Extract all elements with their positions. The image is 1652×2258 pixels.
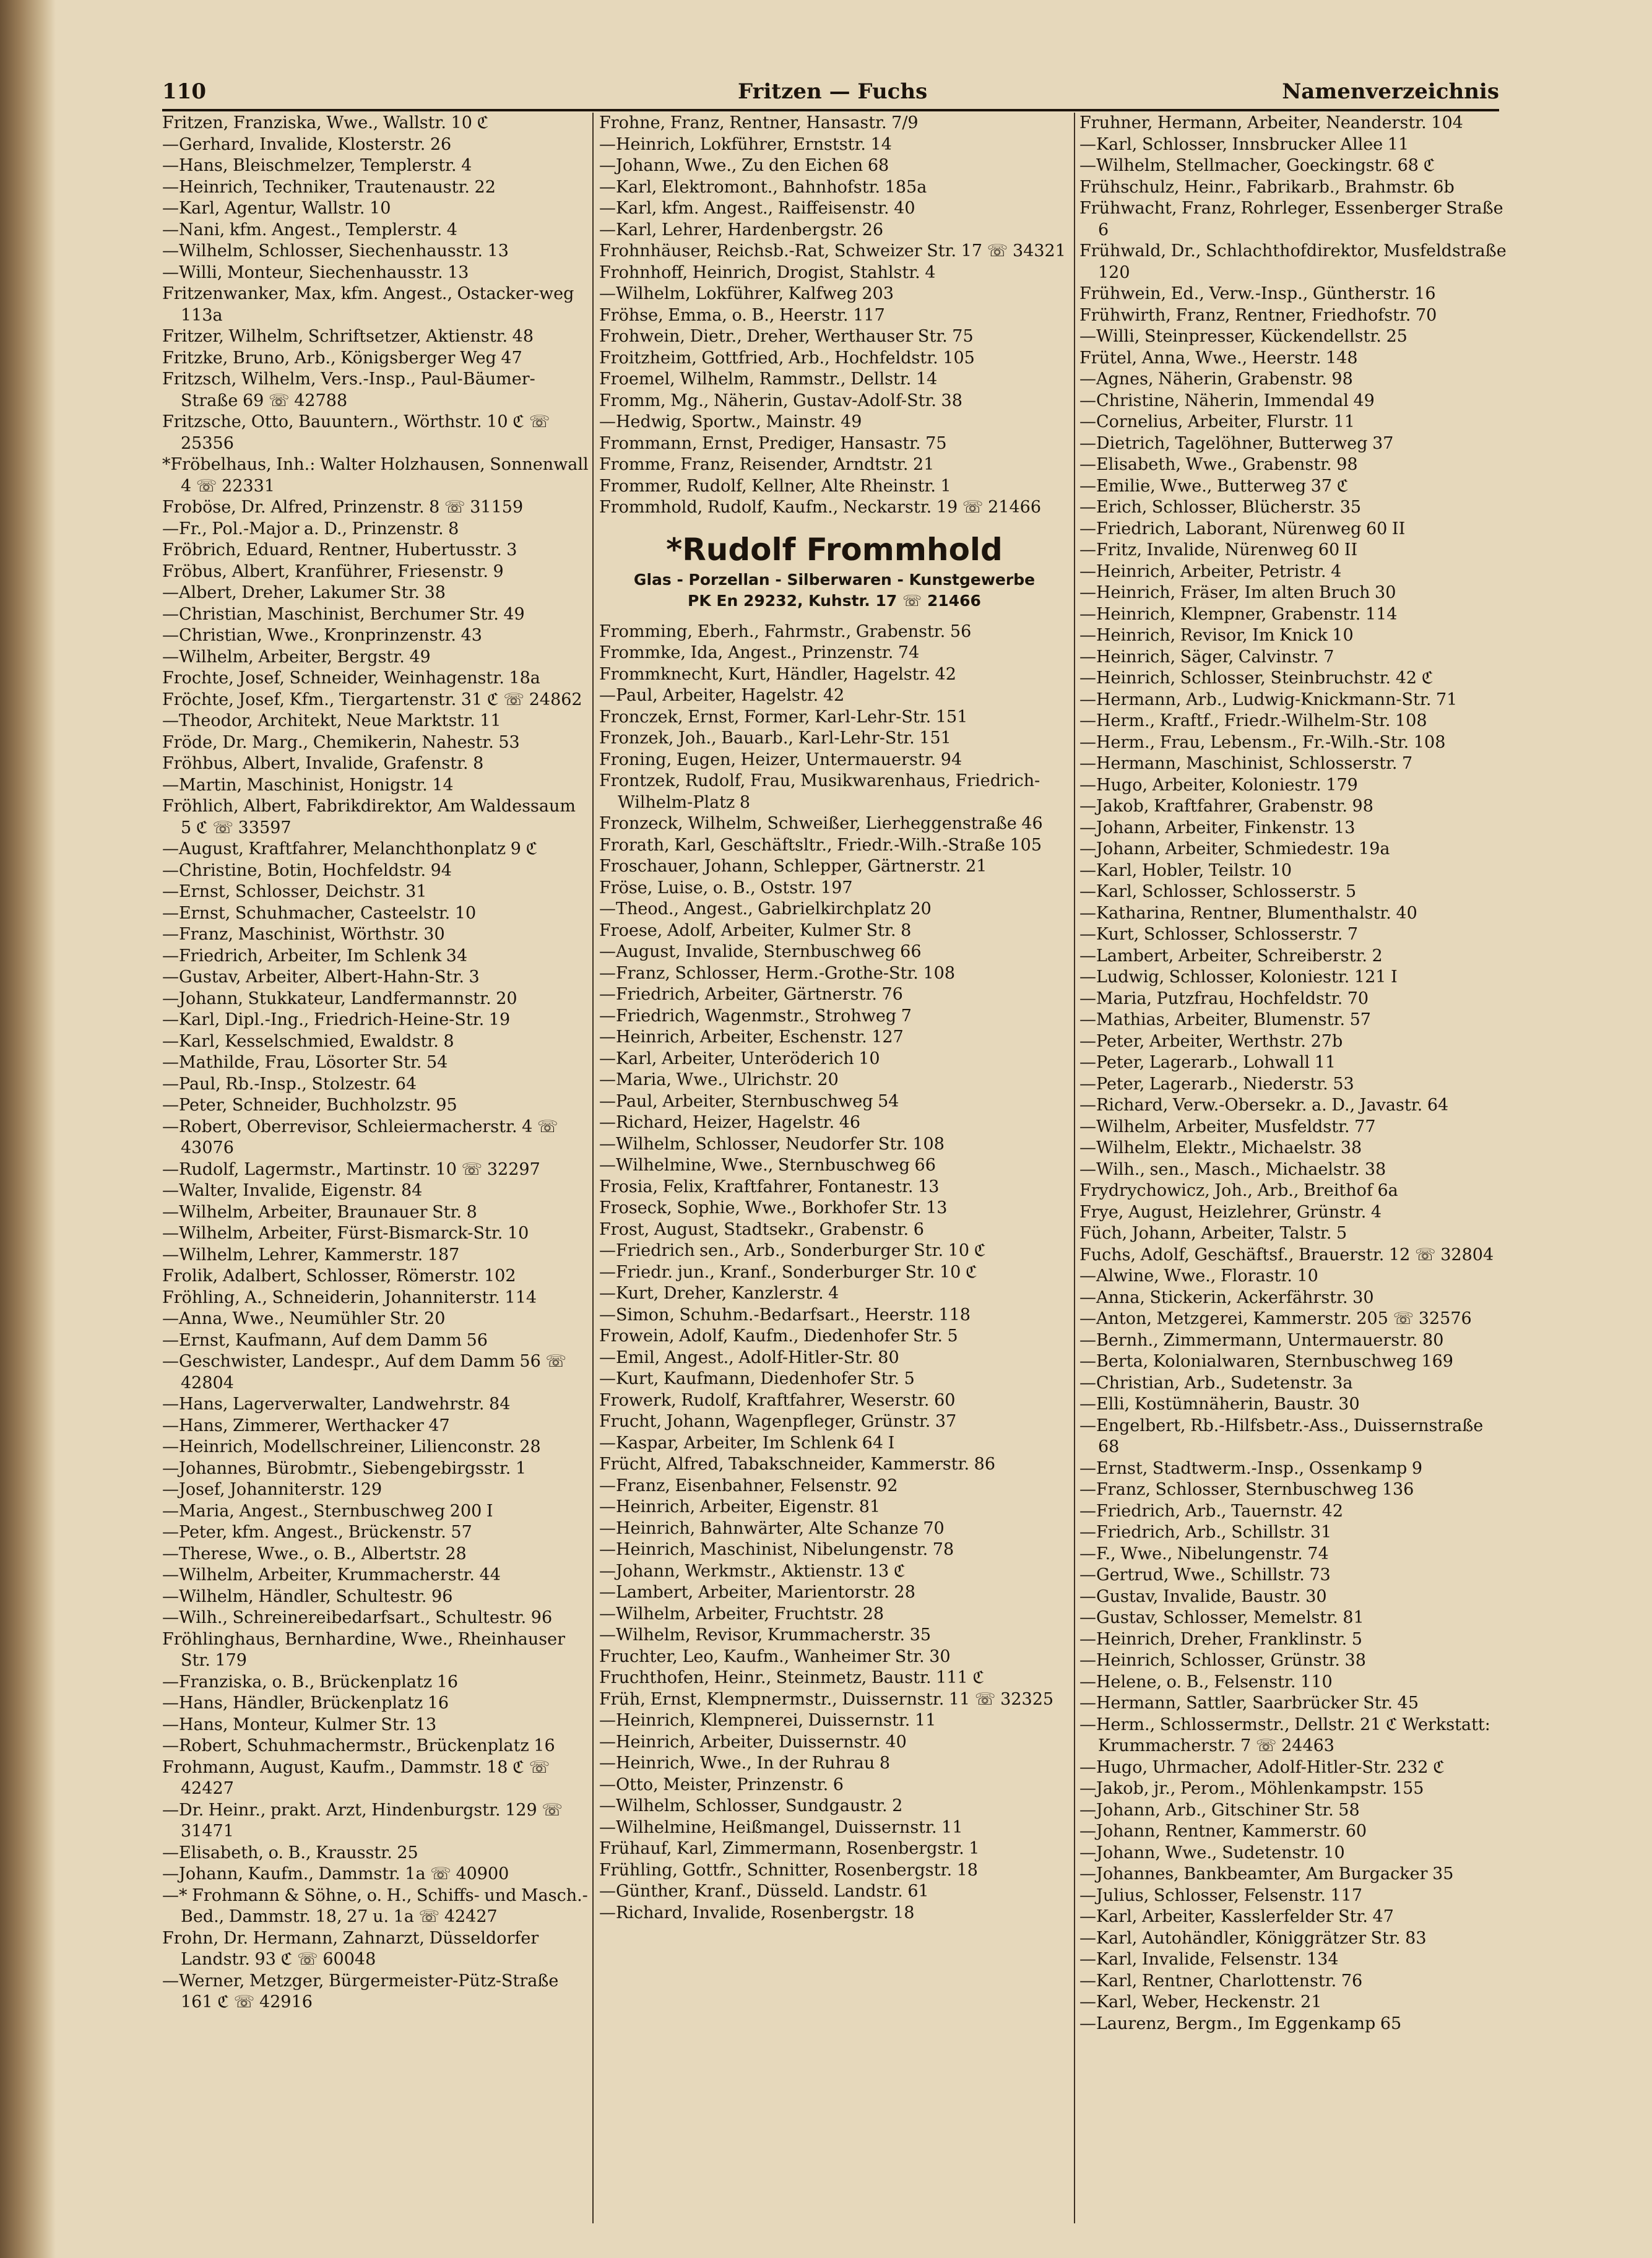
directory-entry: —Friedrich, Arb., Schillstr. 31 xyxy=(1079,1523,1332,1542)
directory-entry: Fronzeck, Wilhelm, Schweißer, Lierheggenstraße 46 xyxy=(599,814,1043,833)
directory-entry: Frommknecht, Kurt, Händler, Hagelstr. 42 xyxy=(599,664,956,684)
directory-entry: Frommke, Ida, Angest., Prinzenstr. 74 xyxy=(599,643,920,662)
directory-entry: —Wilhelm, Arbeiter, Krummacherstr. 44 xyxy=(162,1565,501,1585)
directory-entry: —Wilhelm, Stellmacher, Goeckingstr. 68 ℭ xyxy=(1079,156,1435,175)
directory-entry: —Karl, Weber, Heckenstr. 21 xyxy=(1079,1992,1322,2012)
directory-entry: —* Frohmann & Söhne, o. H., Schiffs- und Masch.-Bed., Dammstr. 18, 27 u. 1a ☏ 42427 xyxy=(162,1885,588,1926)
directory-entry: Fruchthofen, Heinr., Steinmetz, Baustr. 111 ℭ xyxy=(599,1668,985,1687)
directory-entry: —Lambert, Arbeiter, Schreiberstr. 2 xyxy=(1079,946,1383,966)
directory-entry: —Wilhelm, Arbeiter, Fruchtstr. 28 xyxy=(599,1604,884,1624)
directory-entry: —Bernh., Zimmermann, Untermauerstr. 80 xyxy=(1079,1330,1444,1350)
directory-entry: —Heinrich, Arbeiter, Eigenstr. 81 xyxy=(599,1497,881,1516)
directory-entry: Frochte, Josef, Schneider, Weinhagenstr. 18a xyxy=(162,668,540,688)
book-spine-shadow xyxy=(0,0,56,2258)
name-range: Fritzen — Fuchs xyxy=(738,79,928,104)
directory-entry: Froböse, Dr. Alfred, Prinzenstr. 8 ☏ 31159 xyxy=(162,498,524,517)
directory-entry: —Christian, Maschinist, Berchumer Str. 49 xyxy=(162,604,525,624)
directory-entry: Frühling, Gottfr., Schnitter, Rosenbergstr. 18 xyxy=(599,1860,978,1880)
directory-entry: —Jakob, jr., Perom., Möhlenkampstr. 155 xyxy=(1079,1779,1424,1798)
directory-entry: Fromm, Mg., Näherin, Gustav-Adolf-Str. 38 xyxy=(599,391,962,410)
directory-entry: *Fröbelhaus, Inh.: Walter Holzhausen, Sonnenwall 4 ☏ 22331 xyxy=(162,455,589,496)
directory-entry: —Gertrud, Wwe., Schillstr. 73 xyxy=(1079,1565,1331,1585)
directory-entry: —Hans, Zimmerer, Werthacker 47 xyxy=(162,1416,450,1435)
directory-entry: —Wilhelm, Arbeiter, Musfeldstr. 77 xyxy=(1079,1117,1376,1136)
directory-entry: —Heinrich, Säger, Calvinstr. 7 xyxy=(1079,647,1334,667)
directory-entry: —Ernst, Schlosser, Deichstr. 31 xyxy=(162,882,427,901)
directory-entry: Fritzsch, Wilhelm, Vers.-Insp., Paul-Bäumer-Straße 69 ☏ 42788 xyxy=(162,370,535,410)
directory-entry: Frowerk, Rudolf, Kraftfahrer, Weserstr. 60 xyxy=(599,1390,956,1410)
directory-entry: Froese, Adolf, Arbeiter, Kulmer Str. 8 xyxy=(599,920,912,940)
directory-entry: Frohn, Dr. Hermann, Zahnarzt, Düsseldorfer Landstr. 93 ℭ ☏ 60048 xyxy=(162,1928,539,1969)
directory-entry: Frütel, Anna, Wwe., Heerstr. 148 xyxy=(1079,348,1358,368)
directory-entry: Frühschulz, Heinr., Fabrikarb., Brahmstr. 6b xyxy=(1079,177,1455,197)
directory-entry: —Alwine, Wwe., Florastr. 10 xyxy=(1079,1266,1318,1286)
directory-entry: —August, Kraftfahrer, Melanchthonplatz 9 ℭ xyxy=(162,839,538,859)
directory-entry: —Christian, Wwe., Kronprinzenstr. 43 xyxy=(162,626,482,645)
directory-entry: —Hans, Monteur, Kulmer Str. 13 xyxy=(162,1715,437,1734)
directory-entry: —Cornelius, Arbeiter, Flurstr. 11 xyxy=(1079,412,1355,431)
directory-entry: —Richard, Verw.-Obersekr. a. D., Javastr. 64 xyxy=(1079,1096,1449,1115)
directory-entry: —Ernst, Schuhmacher, Casteelstr. 10 xyxy=(162,903,477,923)
directory-entry: Fritzenwanker, Max, kfm. Angest., Ostacker-weg 113a xyxy=(162,284,574,325)
directory-entry: —Berta, Kolonialwaren, Sternbuschweg 169 xyxy=(1079,1352,1453,1371)
directory-entry: —Anna, Stickerin, Ackerfährstr. 30 xyxy=(1079,1287,1374,1307)
directory-entry: —Elisabeth, o. B., Krausstr. 25 xyxy=(162,1843,418,1862)
directory-entry: —Theodor, Architekt, Neue Marktstr. 11 xyxy=(162,711,501,730)
directory-entry: —Karl, Arbeiter, Unteröderich 10 xyxy=(599,1049,880,1068)
directory-entry: —Karl, Elektromont., Bahnhofstr. 185a xyxy=(599,177,927,197)
advertisement-box xyxy=(599,530,1070,612)
directory-entry: —Peter, Arbeiter, Werthstr. 27b xyxy=(1079,1031,1343,1051)
directory-entry: —Hugo, Arbeiter, Koloniestr. 179 xyxy=(1079,775,1358,795)
directory-entry: —Anton, Metzgerei, Kammerstr. 205 ☏ 32576 xyxy=(1079,1309,1472,1328)
directory-entry: —Helene, o. B., Felsenstr. 110 xyxy=(1079,1672,1333,1692)
directory-entry: —Heinrich, Arbeiter, Duissernstr. 40 xyxy=(599,1732,907,1752)
directory-entry: —Mathilde, Frau, Lösorter Str. 54 xyxy=(162,1053,448,1072)
directory-entry: Frühwirth, Franz, Rentner, Friedhofstr. 70 xyxy=(1079,305,1437,325)
directory-entry: Frydrychowicz, Joh., Arb., Breithof 6a xyxy=(1079,1181,1398,1200)
directory-entry: Fröhlich, Albert, Fabrikdirektor, Am Waldessaum 5 ℭ ☏ 33597 xyxy=(162,797,576,837)
directory-entry: —Heinrich, Klempnerei, Duissernstr. 11 xyxy=(599,1711,936,1730)
directory-entry: —Maria, Angest., Sternbuschweg 200 I xyxy=(162,1501,493,1521)
section-title: Namenverzeichnis xyxy=(1282,79,1499,104)
directory-entry: —Johann, Rentner, Kammerstr. 60 xyxy=(1079,1822,1367,1841)
directory-entry: Fritzer, Wilhelm, Schriftsetzer, Aktienstr. 48 xyxy=(162,327,534,346)
directory-entry: Frucht, Johann, Wagenpfleger, Grünstr. 37 xyxy=(599,1412,957,1431)
directory-entry: —Hermann, Maschinist, Schlosserstr. 7 xyxy=(1079,754,1413,773)
directory-entry: —Nani, kfm. Angest., Templerstr. 4 xyxy=(162,220,457,240)
directory-entry: Fruhner, Hermann, Arbeiter, Neanderstr. 104 xyxy=(1079,113,1463,132)
directory-entry: Fronzek, Joh., Bauarb., Karl-Lehr-Str. 151 xyxy=(599,729,951,748)
directory-entry: —Rudolf, Lagermstr., Martinstr. 10 ☏ 32297 xyxy=(162,1159,540,1179)
column-divider xyxy=(1074,113,1075,2223)
directory-entry: —Karl, kfm. Angest., Raiffeisenstr. 40 xyxy=(599,199,915,218)
directory-entry: Fröhbus, Albert, Invalide, Grafenstr. 8 xyxy=(162,754,484,773)
directory-entry: —Wilhelm, Händler, Schultestr. 96 xyxy=(162,1586,453,1606)
directory-entry: —Wilhelmine, Wwe., Sternbuschweg 66 xyxy=(599,1156,936,1175)
column-1 xyxy=(162,113,589,2230)
directory-entry: —Engelbert, Rb.-Hilfsbetr.-Ass., Duissernstraße 68 xyxy=(1079,1416,1484,1456)
directory-entry: Frühwald, Dr., Schlachthofdirektor, Musfeldstraße 120 xyxy=(1079,241,1507,282)
directory-entry: —Herm., Kraftf., Friedr.-Wilhelm-Str. 108 xyxy=(1079,711,1427,730)
directory-entry: Frost, August, Stadtsekr., Grabenstr. 6 xyxy=(599,1219,924,1239)
directory-entry: Frohne, Franz, Rentner, Hansastr. 7/9 xyxy=(599,113,919,132)
directory-entry: —Peter, Schneider, Buchholzstr. 95 xyxy=(162,1096,457,1115)
directory-entry: —Herm., Schlossermstr., Dellstr. 21 ℭ Werkstatt: Krummacherstr. 7 ☏ 24463 xyxy=(1079,1715,1490,1755)
directory-entry: Fröhlinghaus, Bernhardine, Wwe., Rheinhauser Str. 179 xyxy=(162,1629,566,1670)
directory-entry: —Emilie, Wwe., Butterweg 37 ℭ xyxy=(1079,476,1349,496)
column-3 xyxy=(1079,113,1507,2230)
directory-entry: Fuchs, Adolf, Geschäftsf., Brauerstr. 12 ☏ 32804 xyxy=(1079,1245,1494,1265)
directory-entry: —Albert, Dreher, Lakumer Str. 38 xyxy=(162,583,446,602)
directory-entry: —Wilh., sen., Masch., Michaelstr. 38 xyxy=(1079,1159,1386,1179)
directory-entry: —Elli, Kostümnäherin, Baustr. 30 xyxy=(1079,1395,1360,1414)
directory-entry: Fritzke, Bruno, Arb., Königsberger Weg 47 xyxy=(162,348,522,368)
directory-entry: —Katharina, Rentner, Blumenthalstr. 40 xyxy=(1079,903,1417,923)
directory-entry: —Kurt, Kaufmann, Diedenhofer Str. 5 xyxy=(599,1369,915,1388)
directory-entry: —Franz, Schlosser, Herm.-Grothe-Str. 108 xyxy=(599,963,956,983)
directory-entry: —Karl, Lehrer, Hardenbergstr. 26 xyxy=(599,220,884,240)
directory-entry: —Johann, Wwe., Zu den Eichen 68 xyxy=(599,156,889,175)
directory-entry: —Friedrich sen., Arb., Sonderburger Str. 10 ℭ xyxy=(599,1241,986,1260)
directory-entry: —Theod., Angest., Gabrielkirchplatz 20 xyxy=(599,899,932,919)
directory-entry: —Fritz, Invalide, Nürenweg 60 II xyxy=(1079,540,1358,560)
directory-entry: —Friedrich, Laborant, Nürenweg 60 II xyxy=(1079,519,1406,539)
directory-entry: Fröbrich, Eduard, Rentner, Hubertusstr. 3 xyxy=(162,540,517,560)
directory-entry: —Simon, Schuhm.-Bedarfsart., Heerstr. 118 xyxy=(599,1305,971,1325)
directory-entry: —Wilhelmine, Heißmangel, Duissernstr. 11 xyxy=(599,1817,963,1837)
directory-entry: Füch, Johann, Arbeiter, Talstr. 5 xyxy=(1079,1224,1347,1243)
directory-entry: —Karl, Dipl.-Ing., Friedrich-Heine-Str. 19 xyxy=(162,1010,511,1029)
directory-entry: —Kaspar, Arbeiter, Im Schlenk 64 I xyxy=(599,1433,895,1453)
directory-entry: Frommhold, Rudolf, Kaufm., Neckarstr. 19 ☏ 21466 xyxy=(599,498,1041,517)
directory-entry: —Gerhard, Invalide, Klosterstr. 26 xyxy=(162,134,452,154)
directory-entry: —Günther, Kranf., Düsseld. Landstr. 61 xyxy=(599,1882,929,1901)
directory-entry: Frohnhoff, Heinrich, Drogist, Stahlstr. 4 xyxy=(599,262,936,282)
directory-entry: —Friedrich, Arbeiter, Im Schlenk 34 xyxy=(162,946,468,966)
directory-entry: —Ernst, Stadtwerm.-Insp., Ossenkamp 9 xyxy=(1079,1458,1423,1478)
directory-entry: Fruchter, Leo, Kaufm., Wanheimer Str. 30 xyxy=(599,1646,951,1666)
directory-entry: —Heinrich, Fräser, Im alten Bruch 30 xyxy=(1079,583,1396,602)
directory-entry: Froemel, Wilhelm, Rammstr., Dellstr. 14 xyxy=(599,370,938,389)
directory-entry: Fröde, Dr. Marg., Chemikerin, Nahestr. 53 xyxy=(162,732,520,752)
directory-entry: Froschauer, Johann, Schlepper, Gärtnerstr. 21 xyxy=(599,857,987,876)
directory-entry: —Jakob, Kraftfahrer, Grabenstr. 98 xyxy=(1079,797,1373,816)
directory-entry: —Heinrich, Bahnwärter, Alte Schanze 70 xyxy=(599,1518,945,1538)
directory-entry: —Otto, Meister, Prinzenstr. 6 xyxy=(599,1775,844,1794)
directory-entry: —Heinrich, Lokführer, Ernststr. 14 xyxy=(599,134,892,154)
directory-entry: —Heinrich, Schlosser, Steinbruchstr. 42 ℭ xyxy=(1079,668,1434,688)
directory-entry: —Karl, Invalide, Felsenstr. 134 xyxy=(1079,1950,1339,1969)
ad-description: Glas - Porzellan - Silberwaren - Kunstgewerbe xyxy=(633,570,1036,589)
directory-entry: Froning, Eugen, Heizer, Untermauerstr. 94 xyxy=(599,750,962,769)
directory-entry: —Johann, Kaufm., Dammstr. 1a ☏ 40900 xyxy=(162,1864,509,1884)
directory-entry: —Christine, Näherin, Immendal 49 xyxy=(1079,391,1375,410)
directory-entry: —Heinrich, Arbeiter, Eschenstr. 127 xyxy=(599,1027,904,1047)
directory-entry: —Paul, Arbeiter, Sternbuschweg 54 xyxy=(599,1091,899,1111)
directory-entry: —Peter, Lagerarb., Lohwall 11 xyxy=(1079,1053,1336,1072)
directory-entry: —Johann, Stukkateur, Landfermannstr. 20 xyxy=(162,988,517,1008)
directory-entry: Frohwein, Dietr., Dreher, Werthauser Str. 75 xyxy=(599,327,974,346)
directory-entry: —Ernst, Kaufmann, Auf dem Damm 56 xyxy=(162,1330,488,1350)
directory-entry: Fröhse, Emma, o. B., Heerstr. 117 xyxy=(599,305,885,325)
directory-entry: Frücht, Alfred, Tabakschneider, Kammerstr. 86 xyxy=(599,1455,996,1474)
directory-entry: —August, Invalide, Sternbuschweg 66 xyxy=(599,942,922,961)
directory-entry: —Robert, Schuhmachermstr., Brückenplatz 16 xyxy=(162,1736,555,1755)
directory-entry: —Friedrich, Arbeiter, Gärtnerstr. 76 xyxy=(599,985,903,1004)
directory-entry: Frontzek, Rudolf, Frau, Musikwarenhaus, Friedrich-Wilhelm-Platz 8 xyxy=(599,771,1040,812)
directory-entry: Frohnhäuser, Reichsb.-Rat, Schweizer Str. 17 ☏ 34321 xyxy=(599,241,1066,261)
directory-entry: —Walter, Invalide, Eigenstr. 84 xyxy=(162,1181,423,1200)
directory-entry: —Peter, kfm. Angest., Brückenstr. 57 xyxy=(162,1523,472,1542)
directory-entry: —Therese, Wwe., o. B., Albertstr. 28 xyxy=(162,1544,467,1564)
directory-entry: —Josef, Johanniterstr. 129 xyxy=(162,1480,383,1499)
directory-entry: —Lambert, Arbeiter, Marientorstr. 28 xyxy=(599,1583,915,1602)
directory-entry: —Maria, Putzfrau, Hochfeldstr. 70 xyxy=(1079,988,1369,1008)
directory-entry: —Dr. Heinr., prakt. Arzt, Hindenburgstr. 129 ☏ 31471 xyxy=(162,1800,563,1841)
directory-entry: —Hans, Händler, Brückenplatz 16 xyxy=(162,1694,449,1713)
directory-entry: —Willi, Monteur, Siechenhausstr. 13 xyxy=(162,262,469,282)
directory-entry: —Richard, Heizer, Hagelstr. 46 xyxy=(599,1113,861,1132)
directory-entry: —Maria, Wwe., Ulrichstr. 20 xyxy=(599,1070,839,1089)
directory-entry: —Johannes, Bankbeamter, Am Burgacker 35 xyxy=(1079,1864,1454,1884)
directory-entry: Frosia, Felix, Kraftfahrer, Fontanestr. 13 xyxy=(599,1177,940,1196)
directory-entry: Fröhling, A., Schneiderin, Johanniterstr. 114 xyxy=(162,1287,537,1307)
directory-entry: —Christine, Botin, Hochfeldstr. 94 xyxy=(162,860,452,880)
directory-entry: —Johann, Arbeiter, Schmiedestr. 19a xyxy=(1079,839,1390,859)
directory-entry: —Karl, Schlosser, Schlosserstr. 5 xyxy=(1079,882,1357,901)
directory-entry: —Friedr. jun., Kranf., Sonderburger Str. 10 ℭ xyxy=(599,1262,977,1282)
directory-entry: —Willi, Steinpresser, Kückendellstr. 25 xyxy=(1079,327,1408,346)
directory-entry: —Heinrich, Modellschreiner, Lilienconstr. 28 xyxy=(162,1437,541,1456)
directory-entry: —Karl, Hobler, Teilstr. 10 xyxy=(1079,860,1292,880)
directory-entry: —Johann, Wwe., Sudetenstr. 10 xyxy=(1079,1843,1345,1862)
directory-entry: —Hans, Bleischmelzer, Templerstr. 4 xyxy=(162,156,472,175)
directory-entry: —Wilhelm, Schlosser, Sundgaustr. 2 xyxy=(599,1796,903,1815)
directory-entry: —Friedrich, Wagenmstr., Strohweg 7 xyxy=(599,1006,912,1026)
directory-entry: —Karl, Kesselschmied, Ewaldstr. 8 xyxy=(162,1031,454,1051)
page-header xyxy=(162,79,1499,111)
column-2-entries-bottom xyxy=(599,621,1070,1924)
directory-entry: —Mathias, Arbeiter, Blumenstr. 57 xyxy=(1079,1010,1371,1029)
column-divider xyxy=(592,113,594,2223)
directory-entry: Frommann, Ernst, Prediger, Hansastr. 75 xyxy=(599,433,947,453)
directory-entry: —Karl, Schlosser, Innsbrucker Allee 11 xyxy=(1079,134,1409,154)
directory-entry: —Laurenz, Bergm., Im Eggenkamp 65 xyxy=(1079,2014,1402,2033)
directory-entry: —Heinrich, Wwe., In der Ruhrau 8 xyxy=(599,1754,891,1773)
directory-entry: —Ludwig, Schlosser, Koloniestr. 121 I xyxy=(1079,967,1398,987)
directory-entry: —Julius, Schlosser, Felsenstr. 117 xyxy=(1079,1885,1363,1905)
directory-entry: Früh, Ernst, Klempnermstr., Duissernstr. 11 ☏ 32325 xyxy=(599,1689,1054,1709)
directory-entry: —Martin, Maschinist, Honigstr. 14 xyxy=(162,775,454,795)
directory-entry: Fronczek, Ernst, Former, Karl-Lehr-Str. 151 xyxy=(599,707,968,727)
directory-entry: —Johann, Arb., Gitschiner Str. 58 xyxy=(1079,1800,1360,1820)
directory-entry: —Richard, Invalide, Rosenbergstr. 18 xyxy=(599,1903,915,1923)
directory-entry: Frühwein, Ed., Verw.-Insp., Güntherstr. 16 xyxy=(1079,284,1436,303)
directory-entry: —Hans, Lagerverwalter, Landwehrstr. 84 xyxy=(162,1395,511,1414)
page-number: 110 xyxy=(162,79,206,104)
directory-entry: —F., Wwe., Nibelungenstr. 74 xyxy=(1079,1544,1329,1564)
directory-entry: —Gustav, Invalide, Baustr. 30 xyxy=(1079,1586,1327,1606)
directory-entry: —Paul, Rb.-Insp., Stolzestr. 64 xyxy=(162,1074,417,1094)
directory-entry: —Franz, Maschinist, Wörthstr. 30 xyxy=(162,925,445,944)
directory-entry: —Wilhelm, Schlosser, Siechenhausstr. 13 xyxy=(162,241,509,261)
directory-entry: —Hermann, Sattler, Saarbrücker Str. 45 xyxy=(1079,1694,1419,1713)
directory-entry: —Karl, Arbeiter, Kasslerfelder Str. 47 xyxy=(1079,1907,1394,1926)
directory-entry: —Johann, Werkmstr., Aktienstr. 13 ℭ xyxy=(599,1561,906,1581)
column-2 xyxy=(599,113,1070,2230)
directory-entry: Froitzheim, Gottfried, Arb., Hochfeldstr. 105 xyxy=(599,348,975,368)
directory-entry: Frohmann, August, Kaufm., Dammstr. 18 ℭ ☏ 42427 xyxy=(162,1757,550,1798)
directory-entry: —Erich, Schlosser, Blücherstr. 35 xyxy=(1079,498,1362,517)
directory-entry: —Fr., Pol.-Major a. D., Prinzenstr. 8 xyxy=(162,519,459,539)
directory-entry: —Elisabeth, Wwe., Grabenstr. 98 xyxy=(1079,455,1358,474)
directory-entry: —Johann, Arbeiter, Finkenstr. 13 xyxy=(1079,818,1356,837)
directory-entry: Fritzen, Franziska, Wwe., Wallstr. 10 ℭ xyxy=(162,113,489,132)
directory-entry: —Heinrich, Klempner, Grabenstr. 114 xyxy=(1079,604,1398,624)
directory-entry: Frommer, Rudolf, Kellner, Alte Rheinstr. 1 xyxy=(599,476,951,496)
directory-entry: Frowein, Adolf, Kaufm., Diedenhofer Str. 5 xyxy=(599,1326,958,1346)
directory-entry: —Wilhelm, Arbeiter, Braunauer Str. 8 xyxy=(162,1202,477,1222)
directory-entry: —Hedwig, Sportw., Mainstr. 49 xyxy=(599,412,862,431)
directory-entry: —Heinrich, Maschinist, Nibelungenstr. 78 xyxy=(599,1540,954,1559)
directory-entry: Fritzsche, Otto, Bauuntern., Wörthstr. 10 ℭ ☏ 25356 xyxy=(162,412,550,453)
directory-entry: —Heinrich, Dreher, Franklinstr. 5 xyxy=(1079,1629,1362,1649)
directory-entry: —Heinrich, Techniker, Trautenaustr. 22 xyxy=(162,177,496,197)
directory-entry: —Wilhelm, Arbeiter, Fürst-Bismarck-Str. 10 xyxy=(162,1224,529,1243)
directory-entry: —Christian, Arb., Sudetenstr. 3a xyxy=(1079,1373,1353,1393)
directory-entry: —Kurt, Dreher, Kanzlerstr. 4 xyxy=(599,1284,839,1303)
directory-entry: —Gustav, Arbeiter, Albert-Hahn-Str. 3 xyxy=(162,967,480,987)
ad-business-name: *Rudolf Frommhold xyxy=(666,531,1003,568)
directory-entry: Frorath, Karl, Geschäftsltr., Friedr.-Wilh.-Straße 105 xyxy=(599,835,1042,855)
directory-entry: —Heinrich, Arbeiter, Petristr. 4 xyxy=(1079,561,1342,581)
directory-entry: —Karl, Autohändler, Königgrätzer Str. 83 xyxy=(1079,1928,1427,1948)
directory-entry: —Herm., Frau, Lebensm., Fr.-Wilh.-Str. 108 xyxy=(1079,732,1446,752)
directory-entry: —Wilhelm, Lokführer, Kalfweg 203 xyxy=(599,284,894,303)
directory-entry: Froseck, Sophie, Wwe., Borkhofer Str. 13 xyxy=(599,1198,948,1218)
directory-entry: —Peter, Lagerarb., Niederstr. 53 xyxy=(1079,1074,1354,1094)
directory-entry: —Wilh., Schreinereibedarfsart., Schultestr. 96 xyxy=(162,1608,553,1627)
directory-entry: —Paul, Arbeiter, Hagelstr. 42 xyxy=(599,686,845,705)
directory-entry: —Friedrich, Arb., Tauernstr. 42 xyxy=(1079,1501,1344,1521)
directory-entry: —Dietrich, Tagelöhner, Butterweg 37 xyxy=(1079,433,1394,453)
directory-entry: —Hugo, Uhrmacher, Adolf-Hitler-Str. 232 ℭ xyxy=(1079,1757,1445,1777)
directory-entry: —Heinrich, Revisor, Im Knick 10 xyxy=(1079,626,1354,645)
directory-entry: —Karl, Agentur, Wallstr. 10 xyxy=(162,199,391,218)
directory-entry: Fromming, Eberh., Fahrmstr., Grabenstr. 56 xyxy=(599,621,972,641)
directory-entry: —Franz, Schlosser, Sternbuschweg 136 xyxy=(1079,1480,1414,1499)
directory-entry: —Emil, Angest., Adolf-Hitler-Str. 80 xyxy=(599,1347,899,1367)
directory-entry: Frühwacht, Franz, Rohrleger, Essenberger Straße 6 xyxy=(1079,199,1503,240)
directory-entry: —Johannes, Bürobmtr., Siebengebirgsstr. 1 xyxy=(162,1458,527,1478)
directory-entry: —Heinrich, Schlosser, Grünstr. 38 xyxy=(1079,1651,1366,1670)
directory-entry: Frolik, Adalbert, Schlosser, Römerstr. 102 xyxy=(162,1266,516,1286)
directory-entry: —Gustav, Schlosser, Memelstr. 81 xyxy=(1079,1608,1364,1627)
directory-entry: —Karl, Rentner, Charlottenstr. 76 xyxy=(1079,1971,1363,1991)
directory-entry: —Werner, Metzger, Bürgermeister-Pütz-Straße 161 ℭ ☏ 42916 xyxy=(162,1971,559,2012)
directory-entry: —Wilhelm, Schlosser, Neudorfer Str. 108 xyxy=(599,1134,945,1154)
header-rule xyxy=(162,109,1499,111)
directory-entry: —Kurt, Schlosser, Schlosserstr. 7 xyxy=(1079,925,1359,944)
directory-entry: Fromme, Franz, Reisender, Arndtstr. 21 xyxy=(599,455,935,474)
directory-entry: —Franz, Eisenbahner, Felsenstr. 92 xyxy=(599,1476,898,1495)
directory-entry: Frye, August, Heizlehrer, Grünstr. 4 xyxy=(1079,1202,1382,1222)
directory-entry: Frühauf, Karl, Zimmermann, Rosenbergstr. 1 xyxy=(599,1839,980,1858)
directory-entry: —Agnes, Näherin, Grabenstr. 98 xyxy=(1079,370,1353,389)
directory-entry: —Wilhelm, Revisor, Krummacherstr. 35 xyxy=(599,1625,932,1645)
ad-contact: PK En 29232, Kuhstr. 17 ☏ 21466 xyxy=(688,591,981,610)
directory-entry: —Wilhelm, Arbeiter, Bergstr. 49 xyxy=(162,647,431,667)
directory-entry: —Robert, Oberrevisor, Schleiermacherstr. 4 ☏ 43076 xyxy=(162,1117,558,1157)
directory-entry: —Franziska, o. B., Brückenplatz 16 xyxy=(162,1672,459,1692)
column-2-entries-top xyxy=(599,113,1070,519)
directory-entry: —Geschwister, Landespr., Auf dem Damm 56 ☏ 42804 xyxy=(162,1352,567,1393)
directory-entry: Fröse, Luise, o. B., Oststr. 197 xyxy=(599,878,853,898)
directory-entry: —Wilhelm, Lehrer, Kammerstr. 187 xyxy=(162,1245,460,1265)
directory-entry: —Anna, Wwe., Neumühler Str. 20 xyxy=(162,1309,446,1328)
directory-entry: Fröchte, Josef, Kfm., Tiergartenstr. 31 ℭ ☏ 24862 xyxy=(162,690,582,709)
directory-entry: —Wilhelm, Elektr., Michaelstr. 38 xyxy=(1079,1138,1362,1157)
directory-entry: —Hermann, Arb., Ludwig-Knickmann-Str. 71 xyxy=(1079,690,1458,709)
directory-entry: Fröbus, Albert, Kranführer, Friesenstr. 9 xyxy=(162,561,504,581)
